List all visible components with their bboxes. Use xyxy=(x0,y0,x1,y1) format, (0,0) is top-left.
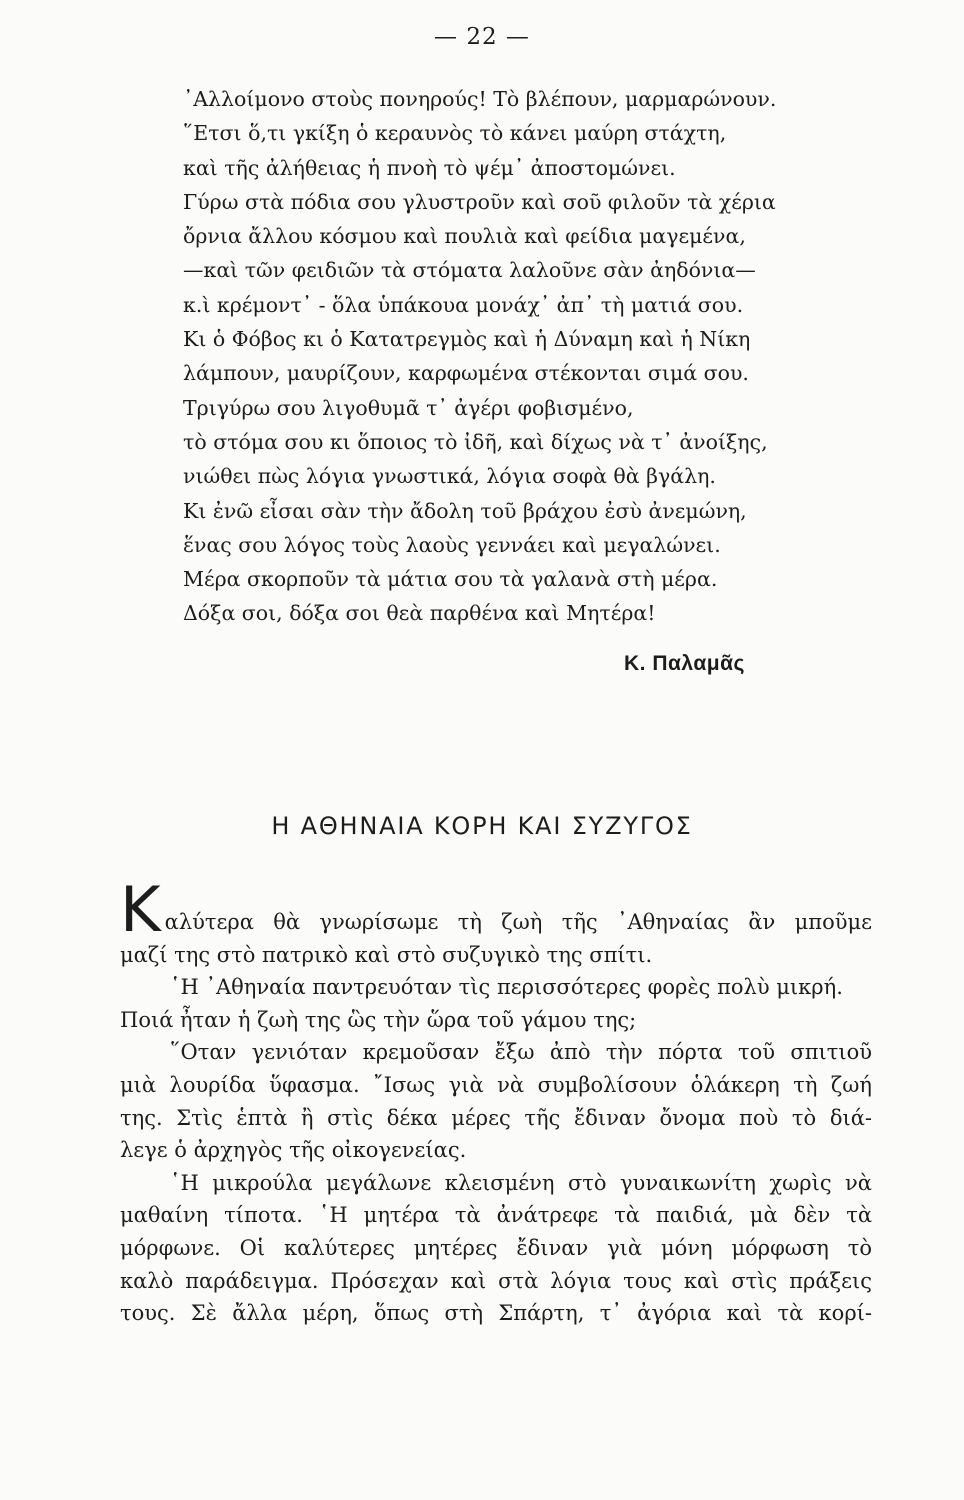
article-line: ῞Οταν γενιόταν κρεμοῦσαν ἔξω ἀπὸ τὴν πόρτα τοῦ σπιτιοῦ xyxy=(170,1040,872,1065)
article-line: μιὰ λουρίδα ὕφασμα. ῎Ισως γιὰ νὰ συμβολίσουν ὁλάκερη τὴ ζωή xyxy=(120,1072,872,1097)
opening-paragraph xyxy=(120,882,872,939)
poem-author: Κ. Παλαμᾶς xyxy=(624,652,745,675)
poem xyxy=(183,82,883,631)
article-line: ῾Η μικρούλα μεγάλωνε κλεισμένη στὸ γυναικωνίτη χωρὶς νὰ xyxy=(170,1170,872,1195)
article-line: λεγε ὁ ἀρχηγὸς τῆς οἰκογενείας. xyxy=(120,1138,467,1163)
article-line: καλὸ παράδειγμα. Πρόσεχαν καὶ στὰ λόγια τους καὶ στὶς πράξεις xyxy=(120,1268,872,1293)
article-line: ῾Η ᾿Αθηναία παντρευόταν τὶς περισσότερες φορὲς πολὺ μικρή. xyxy=(170,975,843,1000)
poem-line: λάμπουν, μαυρίζουν, καρφωμένα στέκονται σιμά σου. xyxy=(183,361,749,386)
poem-line: —καὶ τῶν φειδιῶν τὰ στόματα λαλοῦνε σὰν ἀηδόνια— xyxy=(183,258,756,283)
poem-line: Κι ὁ Φόβος κι ὁ Κατατρεγμὸς καὶ ἡ Δύναμη καὶ ἡ Νίκη xyxy=(183,327,751,352)
drop-cap: Κ xyxy=(120,882,161,939)
poem-line: Γύρω στὰ πόδια σου γλυστροῦν καὶ σοῦ φιλοῦν τὰ χέρια xyxy=(183,189,776,214)
article-line: Ποιά ἦταν ἡ ζωὴ της ὣς τὴν ὥρα τοῦ γάμου της; xyxy=(120,1007,637,1032)
poem-line: ᾿Αλλοίμονο στοὺς πονηρούς! Τὸ βλέπουν, μαρμαρώνουν. xyxy=(183,87,777,111)
poem-line: καὶ τῆς ἀλήθειας ἡ πνοὴ τὸ ψέμ᾿ ἀποστομώνει. xyxy=(183,155,676,180)
article-heading: Η ΑΘΗΝΑΙΑ ΚΟΡΗ ΚΑΙ ΣΥΖΥΓΟΣ xyxy=(271,812,693,840)
poem-line: ῞Ετσι ὅ,τι γκίξη ὁ κεραυνὸς τὸ κάνει μαύρη στάχτη, xyxy=(183,121,727,146)
poem-line: Δόξα σοι, δόξα σοι θεὰ παρθένα καὶ Μητέρα! xyxy=(183,601,656,626)
article-line: μαθαίνη τίποτα. ῾Η μητέρα τὰ ἀνάτρεφε τὰ παιδιά, μὰ δὲν τὰ xyxy=(120,1203,872,1228)
poem-line: ὄρνια ἄλλου κόσμου καὶ πουλιὰ καὶ φείδια μαγεμένα, xyxy=(183,224,746,249)
poem-line: ἕνας σου λόγος τοὺς λαοὺς γεννάει καὶ μεγαλώνει. xyxy=(183,532,721,557)
article-line: αλύτερα θὰ γνωρίσωμε τὴ ζωὴ τῆς ᾿Αθηναίας ἂν μποῦμε xyxy=(164,910,872,934)
poem-line: Τριγύρω σου λιγοθυμᾶ τ᾿ ἀγέρι φοβισμένο, xyxy=(183,395,634,420)
poem-line: τὸ στόμα σου κι ὅποιος τὸ ἰδῆ, καὶ δίχως νὰ τ᾿ ἀνοίξης, xyxy=(183,429,768,454)
article-line: τους. Σὲ ἄλλα μέρη, ὅπως στὴ Σπάρτη, τ᾿ ἀγόρια καὶ τὰ κορί- xyxy=(120,1301,872,1326)
article-body xyxy=(120,882,872,1330)
article-line: μόρφωνε. Οἱ καλύτερες μητέρες ἔδιναν γιὰ μόνη μόρφωση τὸ xyxy=(120,1235,872,1260)
article-line: της. Στὶς ἑπτὰ ἢ στὶς δέκα μέρες τῆς ἔδιναν ὄνομα ποὺ τὸ διά- xyxy=(120,1105,872,1130)
poem-line: Κι ἐνῶ εἶσαι σὰν τὴν ἄδολη τοῦ βράχου ἐσὺ ἀνεμώνη, xyxy=(183,498,747,523)
page-number: — 22 — xyxy=(434,24,530,50)
poem-line: νιώθει πὼς λόγια γνωστικά, λόγια σοφὰ θὰ βγάλη. xyxy=(183,464,716,489)
article-line: μαζί της στὸ πατρικὸ καὶ στὸ συζυγικὸ της σπίτι. xyxy=(120,942,653,967)
poem-line: κ.ὶ κρέμοντ᾿ - ὅλα ὑπάκουα μονάχ᾿ ἀπ᾿ τὴ ματιά σου. xyxy=(183,292,744,317)
poem-line: Μέρα σκορποῦν τὰ μάτια σου τὰ γαλανὰ στὴ μέρα. xyxy=(183,567,718,592)
